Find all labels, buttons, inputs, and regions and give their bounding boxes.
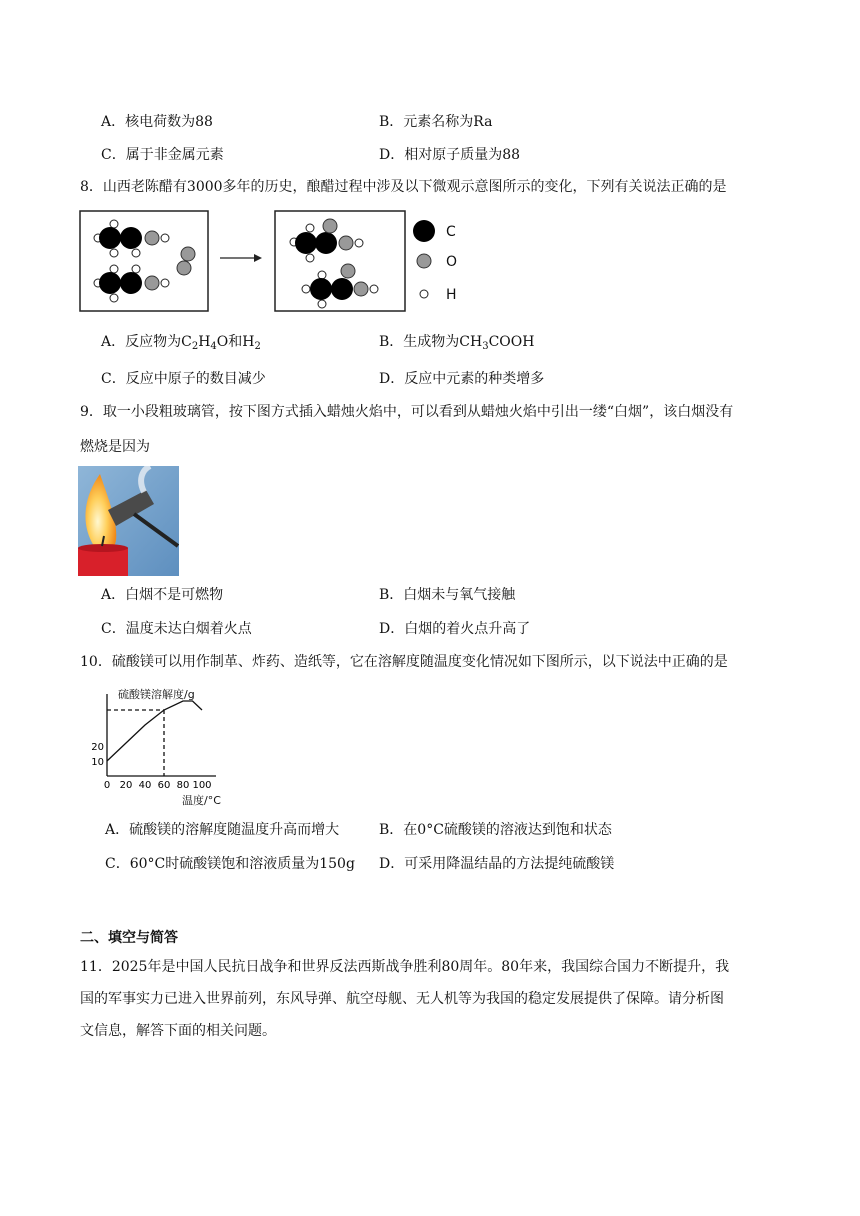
acetic-acid-molecule <box>290 219 363 262</box>
oxygen-molecule <box>177 247 195 275</box>
q8-option-c: C．反应中原子的数目减少 <box>101 371 266 387</box>
x-tick-label: 60 <box>157 780 171 791</box>
q8-option-b: B．生成物为$CH_3COOH$ <box>379 334 535 352</box>
x-tick-label: 40 <box>138 780 152 791</box>
q10-option-a: A．硫酸镁的溶解度随温度升高而增大 <box>105 822 340 838</box>
q7-option-a: A．核电荷数为88 <box>101 114 213 130</box>
legend-o-label: O <box>446 254 458 270</box>
y-tick-label: 10 <box>91 757 104 768</box>
q7-option-d: D．相对原子质量为88 <box>379 147 521 163</box>
q8-stem: 8．山西老陈醋有3000多年的历史，酿醋过程中涉及以下微观示意图所示的变化，下列有关说法正确的是 <box>80 179 727 195</box>
chart-xlabel: 温度/°C <box>182 794 221 807</box>
x-tick-label: 80 <box>176 780 190 791</box>
y-tick-label: 20 <box>91 742 104 753</box>
q11-line2: 国的军事实力已进入世界前列，东风导弹、航空母舰、无人机等为我国的稳定发展提供了保障。请分析图 <box>80 991 724 1007</box>
oxygen-legend-atom <box>417 254 431 268</box>
q9-option-c: C．温度未达白烟着火点 <box>101 621 252 637</box>
q9-option-d: D．白烟的着火点升高了 <box>379 621 531 637</box>
q7-option-c: C．属于非金属元素 <box>101 147 224 163</box>
q10-option-b: B．在0°C硫酸镁的溶液达到饱和状态 <box>379 822 612 838</box>
x-tick-label: 0 <box>103 780 111 791</box>
acetaldehyde-molecule <box>94 265 169 302</box>
q10-option-d: D．可采用降温结晶的方法提纯硫酸镁 <box>379 856 615 872</box>
q9-stem-line1: 9．取一小段粗玻璃管，按下图方式插入蜡烛火焰中，可以看到从蜡烛火焰中引出一缕“白烟”，该白烟没有 <box>80 404 734 420</box>
legend-c-label: C <box>446 224 456 240</box>
q11-line3: 文信息，解答下面的相关问题。 <box>80 1023 276 1039</box>
legend-h-label: H <box>446 287 457 303</box>
acetaldehyde-molecule <box>94 220 169 257</box>
chart-ylabel: 硫酸镁溶解度/g <box>118 688 195 701</box>
solubility-chart <box>84 684 234 808</box>
section-title: 二、填空与简答 <box>80 930 178 946</box>
acetic-acid-molecule <box>302 264 378 308</box>
hydrogen-legend-atom <box>420 290 428 298</box>
q9-option-b: B．白烟未与氧气接触 <box>379 587 516 603</box>
q9-stem-line2: 燃烧是因为 <box>80 439 150 455</box>
q10-stem: 10．硫酸镁可以用作制革、炸药、造纸等，它在溶解度随温度变化情况如下图所示，以下说法中正确的是 <box>80 654 728 670</box>
q11-line1: 11．2025年是中国人民抗日战争和世界反法西斯战争胜利80周年。80年来，我国综合国力不断提升，我 <box>80 959 730 975</box>
q7-option-b: B．元素名称为Ra <box>379 114 493 130</box>
carbon-legend-atom <box>413 220 435 242</box>
candle-flame-photo <box>78 466 179 576</box>
x-tick-label: 100 <box>192 780 212 791</box>
molecule-reaction-diagram <box>78 208 478 314</box>
q10-option-c: C．60°C时硫酸镁饱和溶液质量为150g <box>105 856 355 872</box>
x-tick-label: 20 <box>119 780 133 791</box>
q8-option-a: A．反应物为$C_2H_4O$和$H_2$ <box>101 334 261 352</box>
q9-option-a: A．白烟不是可燃物 <box>101 587 224 603</box>
q8-option-d: D．反应中元素的种类增多 <box>379 371 545 387</box>
